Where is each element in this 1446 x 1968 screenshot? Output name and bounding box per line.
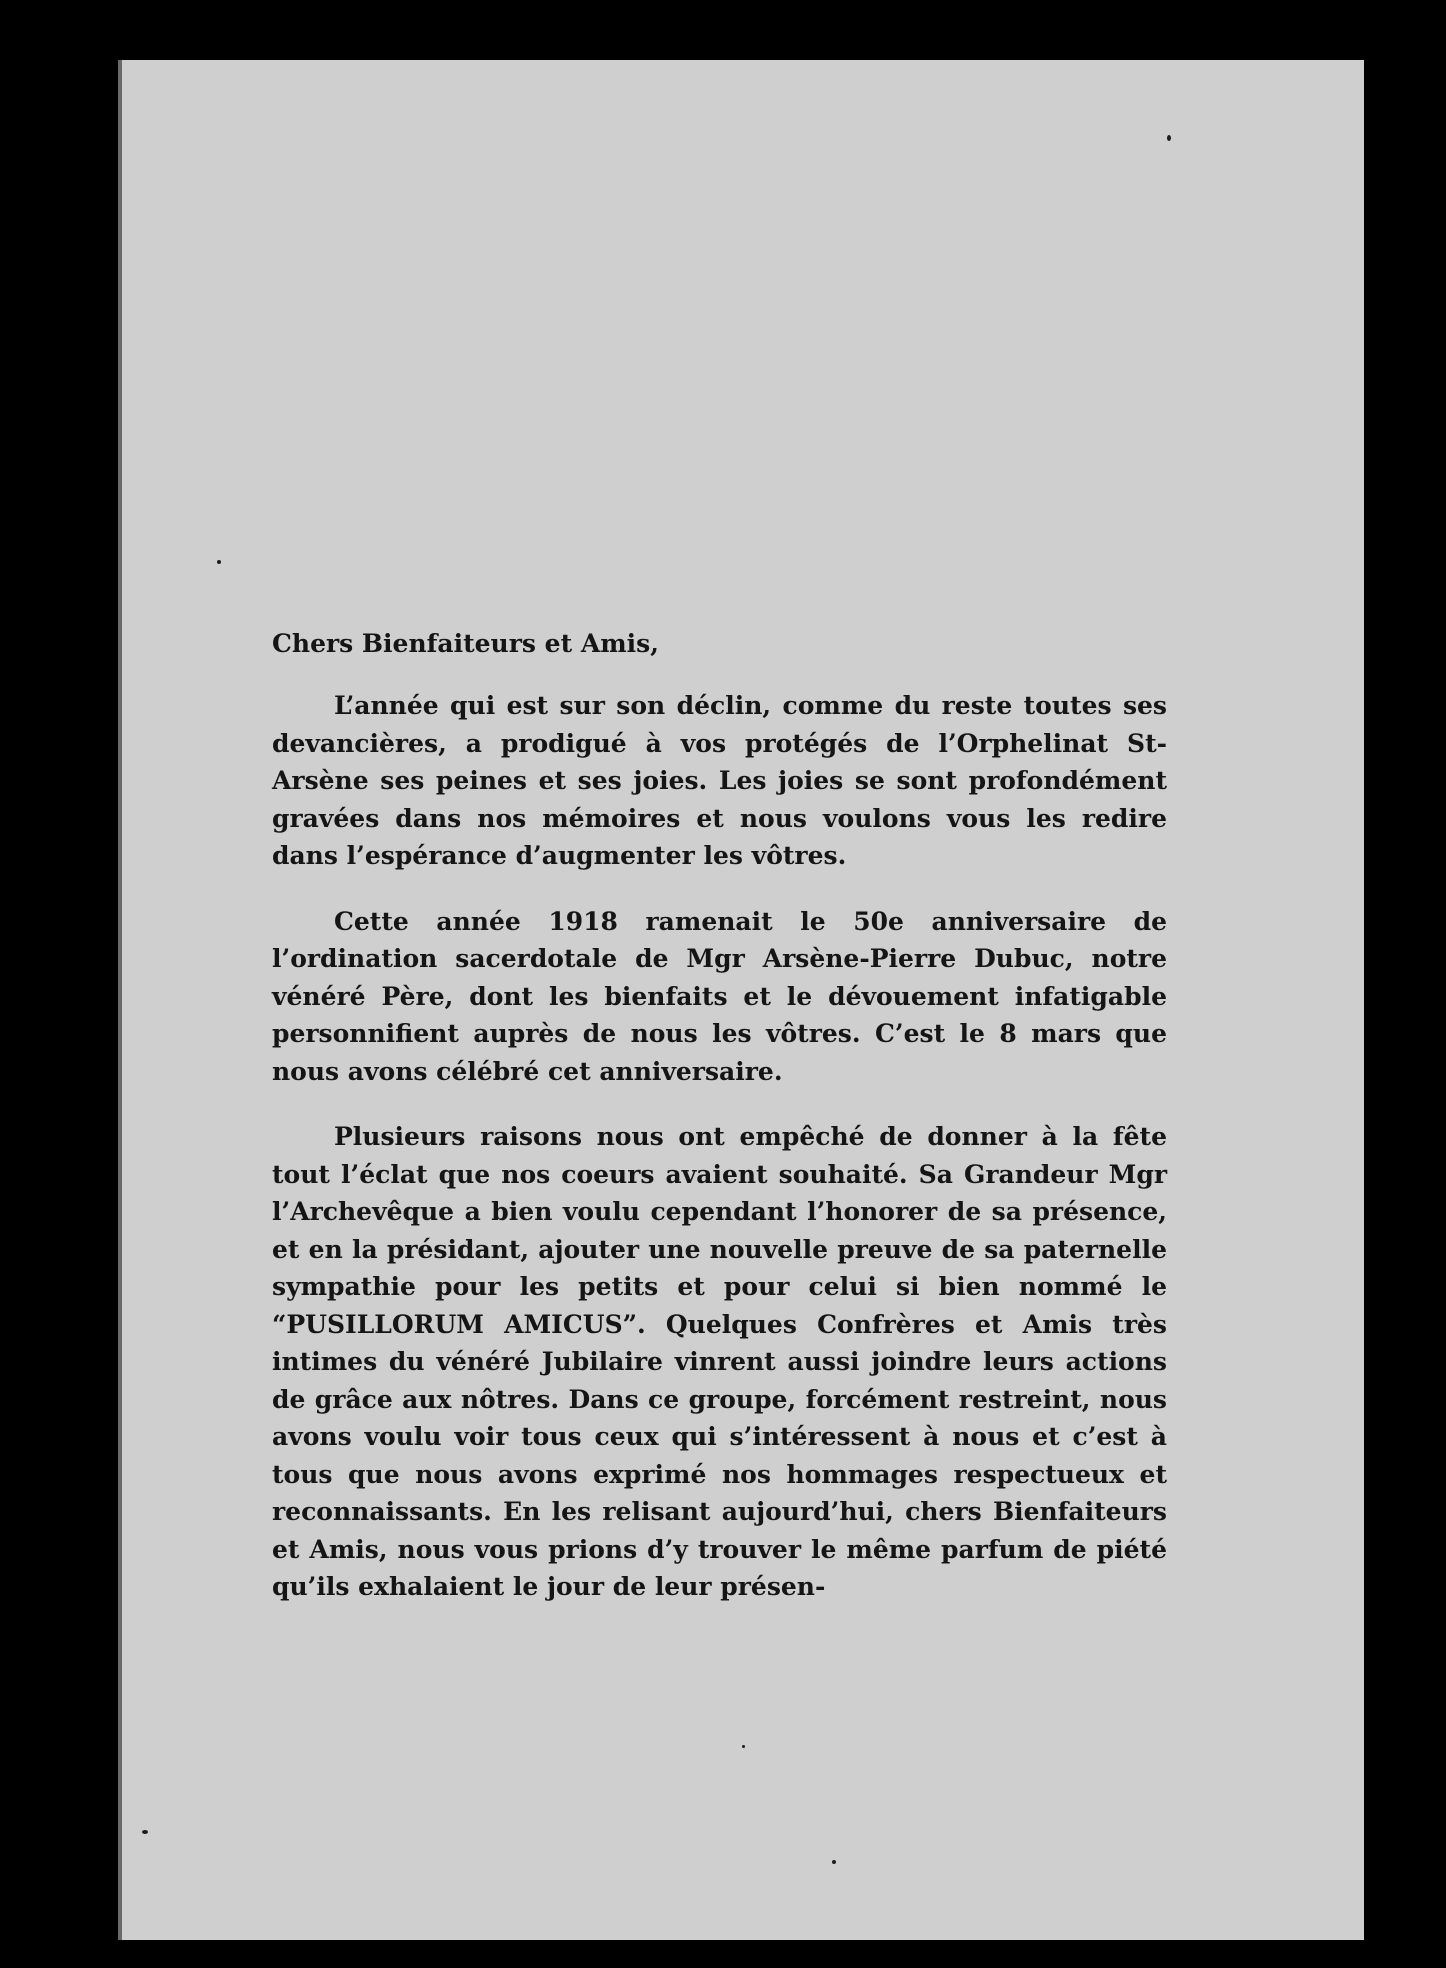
letter-body <box>272 625 1167 1606</box>
paragraph-2: Cette année 1918 ramenait le 50e anniversaire de l’ordination sacerdotale de Mgr Arsène-Pierre Dubuc, notre vénéré Père, dont les bienfaits et le dévouement infatigable personnifient auprès de nous les vôtres. C’est le 8 mars que nous avons célébré cet anniversaire. <box>272 906 1167 1086</box>
dust-speck <box>1167 135 1171 141</box>
dust-speck <box>142 1830 148 1834</box>
dust-speck <box>832 1860 836 1864</box>
paragraph-1: L’année qui est sur son déclin, comme du reste toutes ses devancières, a prodigué à vos protégés de l’Orphelinat St-Arsène ses peines et ses joies. Les joies se sont profondément gravées dans nos mémoires et nous voulons vous les redire dans l’espérance d’augmenter les vôtres. <box>272 691 1167 870</box>
document-page <box>118 60 1364 1940</box>
paragraph-3: Plusieurs raisons nous ont empêché de donner à la fête tout l’éclat que nos coeurs avaient souhaité. Sa Grandeur Mgr l’Archevêque a bien voulu cependant l’honorer de sa présence, et en la présidant, ajouter une nouvelle preuve de sa paternelle sympathie pour les petits et pour celui si bien nommé le “PUSILLORUM AMICUS”. Quelques Confrères et Amis très intimes du vénéré Jubilaire vinrent aussi joindre leurs actions de grâce aux nôtres. Dans ce groupe, forcément restreint, nous avons voulu voir tous ceux qui s’intéressent à nous et c’est à tous que nous avons exprimé nos hommages respectueux et reconnaissants. En les relisant aujourd’hui, chers Bienfaiteurs et Amis, nous vous prions d’y trouver le même parfum de piété qu’ils exhalaient le jour de leur présen- <box>272 1122 1167 1601</box>
dust-speck <box>217 560 221 564</box>
dust-speck <box>742 1745 745 1748</box>
salutation: Chers Bienfaiteurs et Amis, <box>272 629 659 658</box>
